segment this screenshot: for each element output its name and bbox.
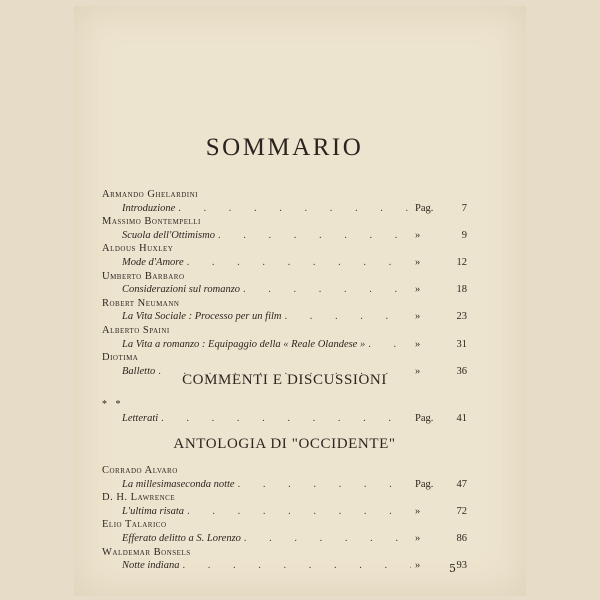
page-prefix: »: [415, 338, 421, 350]
folio-number: 5: [449, 562, 456, 575]
page-number: 23: [456, 311, 467, 323]
leader-dots: [218, 229, 411, 243]
page-prefix: »: [415, 365, 421, 377]
author-name: Alberto Spaini: [102, 324, 170, 336]
page-number: 41: [456, 413, 467, 424]
section-heading: COMMENTI E DISCUSSIONI: [182, 372, 387, 388]
leader-dots: [187, 256, 411, 270]
page-number: 7: [461, 202, 467, 214]
toc-entry: [102, 532, 467, 546]
main-contents-list: [102, 188, 467, 378]
toc-entry: [102, 229, 467, 243]
toc-entry: [102, 283, 467, 297]
page-number: 9: [461, 229, 467, 241]
page-number: 12: [456, 256, 467, 268]
page-number: 86: [456, 532, 467, 544]
page-number: 18: [456, 284, 467, 296]
entry-title: La Vita Sociale : Processo per un film: [122, 311, 282, 323]
anthology-list: [102, 464, 467, 573]
author-name: Robert Neumann: [102, 297, 180, 309]
page-prefix: »: [415, 532, 421, 544]
page-prefix: »: [415, 311, 421, 323]
author-name: Massimo Bontempelli: [102, 216, 201, 228]
entry-title: Introduzione: [122, 202, 176, 214]
book-page: [74, 6, 526, 596]
entry-title: La Vita a romanzo : Equipaggio della « Reale Olandese »: [122, 338, 366, 350]
page-number: 36: [456, 365, 467, 377]
leader-dots: [243, 283, 411, 297]
author-name: Armando Ghelardini: [102, 189, 199, 200]
page-prefix: »: [415, 229, 421, 241]
author-name: D. H. Lawrence: [102, 492, 176, 504]
leader-dots: [285, 310, 411, 324]
leader-dots: [368, 338, 411, 352]
page-prefix: »: [415, 560, 421, 572]
page-prefix: »: [415, 256, 421, 268]
toc-entry: [102, 559, 467, 573]
entry-title: L'ultima risata: [122, 505, 185, 517]
leader-dots: [238, 478, 411, 492]
author-name: Corrado Alvaro: [102, 465, 178, 476]
entry-title: Mode d'Amore: [122, 256, 184, 268]
toc-entry: [102, 310, 467, 324]
commentary-list: [102, 398, 467, 426]
section-heading: ANTOLOGIA DI "OCCIDENTE": [173, 436, 396, 452]
author-name: Elio Talarico: [102, 519, 167, 531]
page-prefix: »: [415, 505, 421, 517]
leader-dots: [161, 412, 411, 426]
author-name: Diotima: [102, 352, 139, 364]
page-number: 31: [456, 338, 467, 350]
entry-title: Considerazioni sul romanzo: [122, 284, 241, 296]
entry-title: La millesimaseconda notte: [122, 478, 235, 490]
page-title: SOMMARIO: [205, 134, 364, 161]
entry-title: Balletto: [122, 365, 156, 377]
page-number: 93: [456, 560, 467, 572]
entry-title: Scuola dell'Ottimismo: [122, 229, 215, 241]
page-prefix: »: [415, 284, 421, 296]
page-prefix: Pag.: [415, 413, 434, 424]
leader-dots: [244, 532, 411, 546]
anonymous-author-stars: * *: [102, 399, 124, 410]
entry-title: Efferato delitto a S. Lorenzo: [122, 532, 241, 544]
toc-entry: [102, 505, 467, 519]
author-name: Umberto Barbaro: [102, 270, 185, 282]
toc-entry: [102, 338, 467, 352]
author-name: Aldous Huxley: [102, 243, 174, 255]
page-prefix: Pag.: [415, 478, 434, 490]
author-name: Waldemar Bonsels: [102, 546, 191, 558]
leader-dots: [182, 559, 411, 573]
entry-title: Notte indiana: [122, 560, 180, 572]
leader-dots: [178, 202, 411, 216]
leader-dots: [187, 505, 411, 519]
entry-title: Letterati: [122, 413, 159, 424]
page-number: 47: [456, 478, 467, 490]
toc-entry: [102, 202, 467, 216]
toc-entry: [102, 478, 467, 492]
toc-entry: [102, 256, 467, 270]
page-number: 72: [456, 505, 467, 517]
toc-entry: [102, 412, 467, 426]
page-prefix: Pag.: [415, 202, 434, 214]
